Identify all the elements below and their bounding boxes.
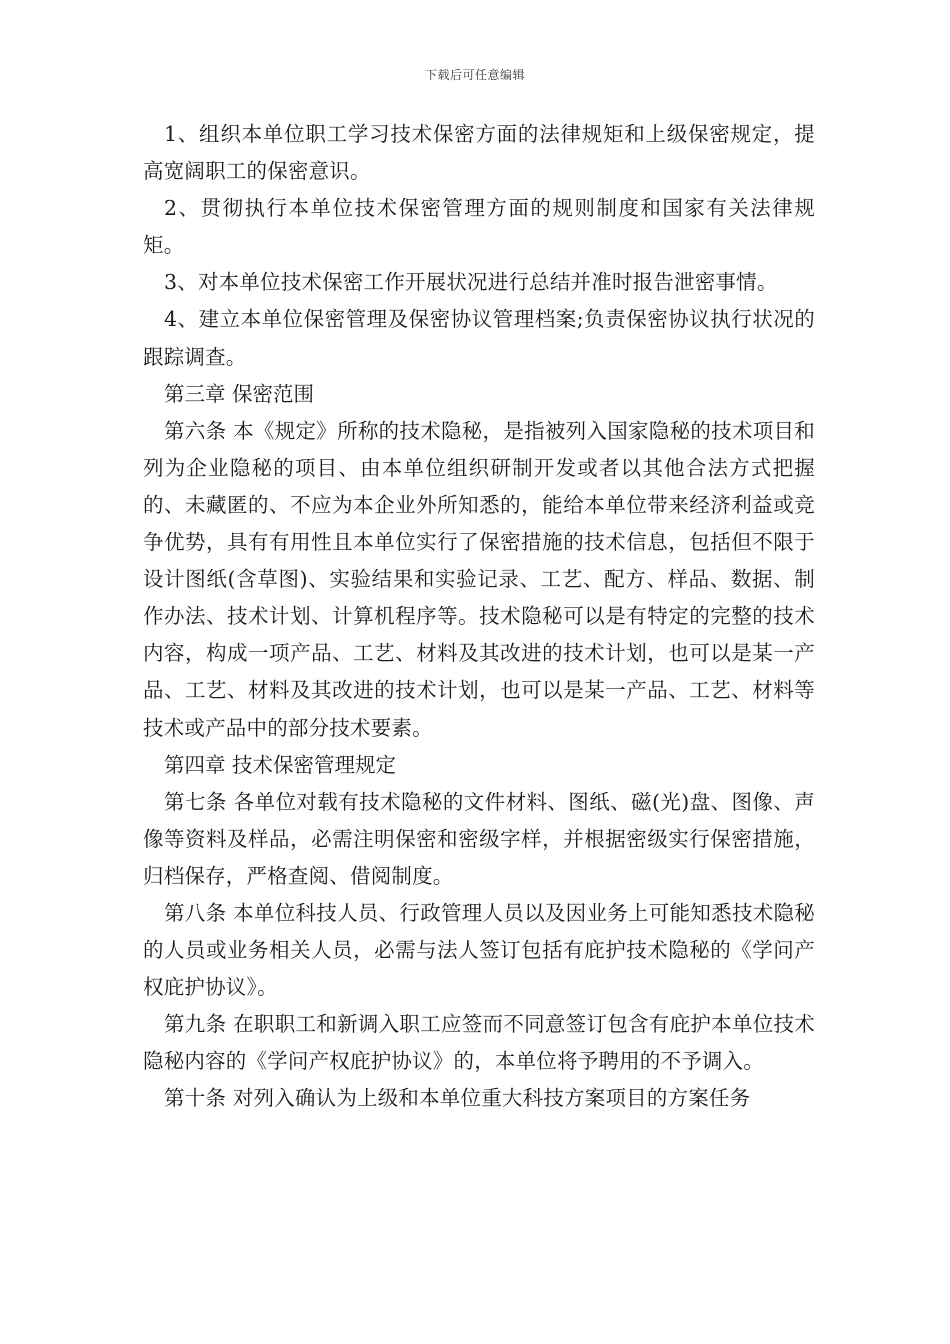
article-6: 第六条 本《规定》所称的技术隐秘，是指被列入国家隐秘的技术项目和列为企业隐秘的项目、由本单位组织研制开发或者以其他合法方式把握的、未藏匿的、不应为本企业外所知悉的，能给本单位带来经济利益或竞争优势，具有有用性且本单位实行了保密措施的技术信息，包括但不限于设计图纸(含草图)、实验结果和实验记录、工艺、配方、样品、数据、制作办法、技术计划、计算机程序等。技术隐秘可以是有特定的完整的技术内容，构成一项产品、工艺、材料及其改进的技术计划，也可以是某一产品、工艺、材料及其改进的技术计划，也可以是某一产品、工艺、材料等技术或产品中的部分技术要素。 <box>143 418 815 740</box>
duty-item-3: 3、对本单位技术保密工作开展状况进行总结并准时报告泄密事情。 <box>164 270 778 295</box>
document-body <box>143 116 815 1118</box>
duty-item-2: 2、贯彻执行本单位技术保密管理方面的规则制度和国家有关法律规矩。 <box>143 196 815 258</box>
chapter-4-heading: 第四章 技术保密管理规定 <box>164 752 397 777</box>
duty-item-1: 1、组织本单位职工学习技术保密方面的法律规矩和上级保密规定，提高宽阔职工的保密意识。 <box>143 122 815 184</box>
duty-item-4: 4、建立本单位保密管理及保密协议管理档案;负责保密协议执行状况的跟踪调查。 <box>143 307 815 369</box>
article-7: 第七条 各单位对载有技术隐秘的文件材料、图纸、磁(光)盘、图像、声像等资料及样品，必需注明保密和密级字样，并根据密级实行保密措施，归档保存，严格查阅、借阅制度。 <box>143 789 815 888</box>
header-note: 下载后可任意编辑 <box>424 68 525 82</box>
chapter-3-heading: 第三章 保密范围 <box>164 381 315 406</box>
article-9: 第九条 在职职工和新调入职工应签而不同意签订包含有庇护本单位技术隐秘内容的《学问产权庇护协议》的，本单位将予聘用的不予调入。 <box>143 1012 815 1074</box>
article-10: 第十条 对列入确认为上级和本单位重大科技方案项目的方案任务 <box>164 1086 751 1111</box>
article-8: 第八条 本单位科技人员、行政管理人员以及因业务上可能知悉技术隐秘的人员或业务相关人员，必需与法人签订包括有庇护技术隐秘的《学问产权庇护协议》。 <box>143 900 815 1000</box>
